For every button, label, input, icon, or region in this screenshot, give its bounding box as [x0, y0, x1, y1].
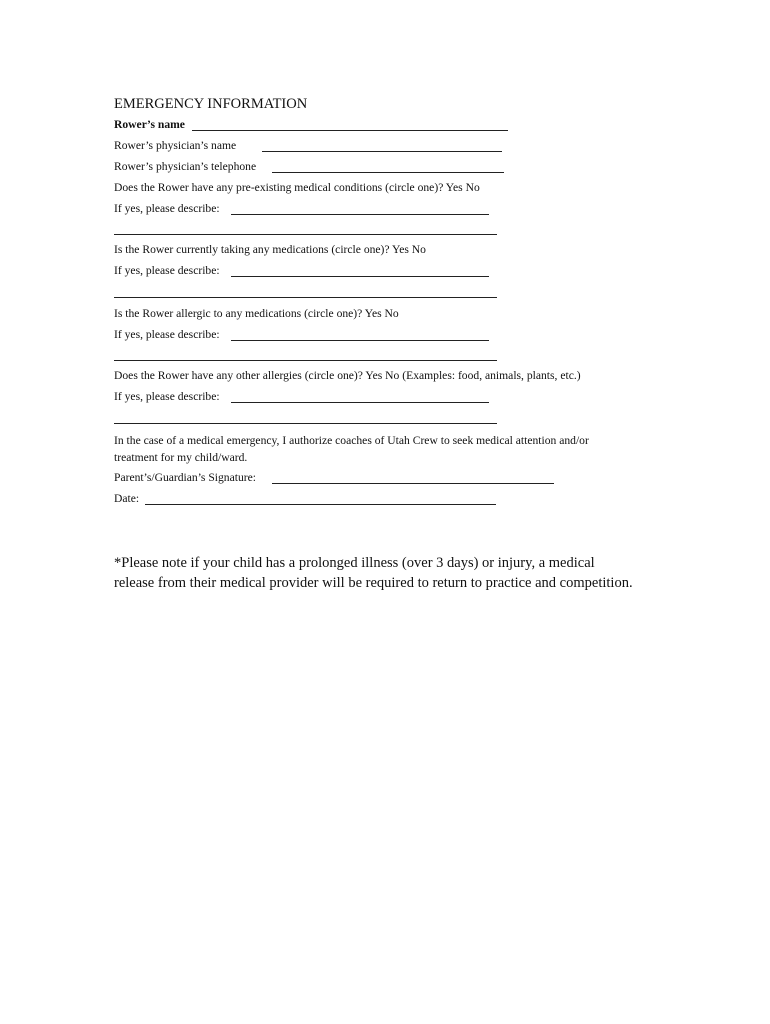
other-allergy-describe-label: If yes, please describe: — [114, 390, 220, 403]
conditions-describe-label: If yes, please describe: — [114, 202, 220, 215]
rower-name-field[interactable] — [192, 130, 508, 131]
med-allergy-describe-field[interactable] — [231, 340, 489, 341]
medical-release-note-line1: *Please note if your child has a prolonged illness (over 3 days) or injury, a medical — [114, 555, 595, 571]
signature-label: Parent’s/Guardian’s Signature: — [114, 471, 256, 484]
med-allergy-describe-field-2[interactable] — [114, 360, 497, 361]
other-allergy-describe-field[interactable] — [231, 402, 489, 403]
physician-phone-field[interactable] — [272, 172, 504, 173]
med-allergy-describe-label: If yes, please describe: — [114, 328, 220, 341]
physician-phone-label: Rower’s physician’s telephone — [114, 160, 257, 173]
medications-describe-label: If yes, please describe: — [114, 264, 220, 277]
rower-name-label: Rower’s name — [114, 118, 185, 131]
conditions-question: Does the Rower have any pre-existing medical conditions (circle one)? Yes No — [114, 181, 480, 194]
other-allergy-describe-field-2[interactable] — [114, 423, 497, 424]
other-allergy-question: Does the Rower have any other allergies (circle one)? Yes No (Examples: food, animals, plants, etc.) — [114, 369, 581, 382]
physician-name-field[interactable] — [262, 151, 502, 152]
signature-field[interactable] — [272, 483, 554, 484]
medications-describe-field-2[interactable] — [114, 297, 497, 298]
date-field[interactable] — [145, 504, 496, 505]
medications-describe-field[interactable] — [231, 276, 489, 277]
med-allergy-question: Is the Rower allergic to any medications (circle one)? Yes No — [114, 307, 399, 320]
medical-release-note — [114, 554, 633, 593]
date-label: Date: — [114, 492, 140, 505]
form-title: EMERGENCY INFORMATION — [114, 96, 308, 112]
medications-question: Is the Rower currently taking any medications (circle one)? Yes No — [114, 243, 426, 256]
conditions-describe-field-2[interactable] — [114, 234, 497, 235]
authorization-text-line1: In the case of a medical emergency, I authorize coaches of Utah Crew to seek medical attention and/or — [114, 434, 589, 447]
authorization-text-line2: treatment for my child/ward. — [114, 451, 248, 464]
medical-release-note-line2: release from their medical provider will be required to return to practice and competition. — [114, 574, 633, 591]
conditions-describe-field[interactable] — [231, 214, 489, 215]
physician-name-label: Rower’s physician’s name — [114, 139, 237, 152]
